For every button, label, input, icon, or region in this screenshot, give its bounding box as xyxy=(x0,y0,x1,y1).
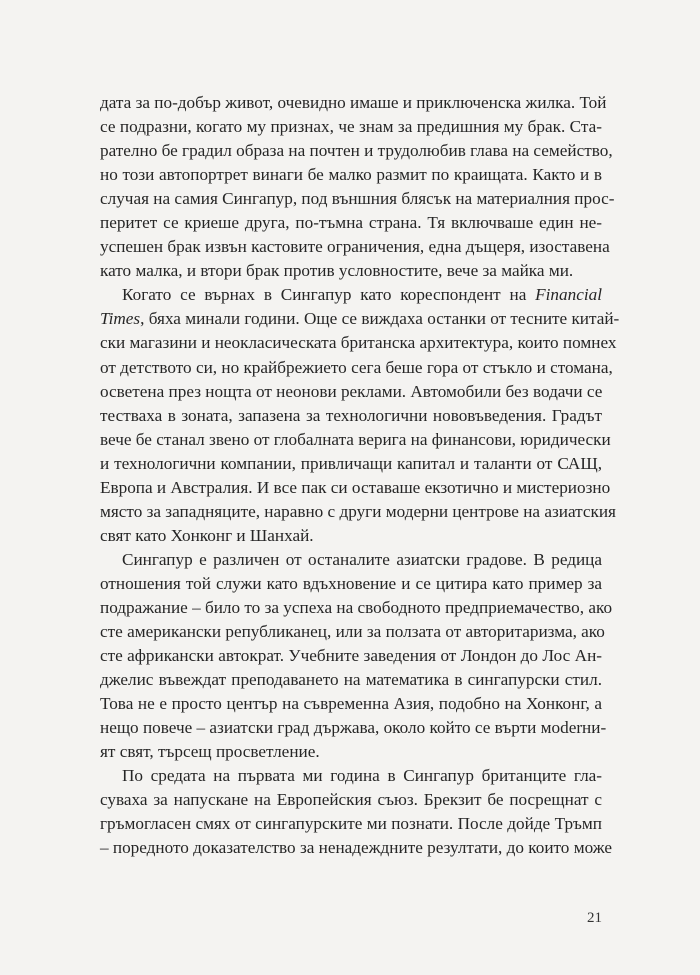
text-line: джелис въвеждат преподаването на математика в сингапурски стил. xyxy=(100,670,602,690)
text-line: суваха за напускане на Европейския съюз. Брекзит бе посрещнат с xyxy=(100,790,602,810)
text-line: и технологични компании, привличащи капитал и таланти от САЩ, xyxy=(100,453,602,473)
text-line: рателно бе градил образа на почтен и трудолюбив глава на семейство, xyxy=(100,141,613,161)
text-line: Сингапур е различен от останалите азиатски градове. В редица xyxy=(122,549,602,569)
paragraph-4 xyxy=(100,764,613,860)
text-line: Това не е просто център на съвременна Азия, подобно на Хонконг, а xyxy=(100,694,602,714)
text-line: сте африкански автократ. Учебните заведения от Лондон до Лос Ан- xyxy=(100,646,602,666)
text-line: осветена през нощта от неонови реклами. Автомобили без водачи се xyxy=(100,381,603,401)
text-line: ят свят, търсещ просветление. xyxy=(100,742,320,762)
paragraph-3 xyxy=(100,548,613,764)
italic-publication-name: Financial xyxy=(535,285,602,305)
text-line: тестваха в зоната, запазена за технологични нововъведения. Градът xyxy=(100,405,602,425)
text-line: но този автопортрет винаги бе малко размит по краищата. Както и в xyxy=(100,165,602,185)
text-line: нещо повече – азиатски град държава, около който се върти моderни- xyxy=(100,718,607,738)
text-line: дата за по-добър живот, очевидно имаше и приключенска жилка. Той xyxy=(100,93,607,112)
text-line-with-italic: Когато се върнах в Сингапур като кореспондент на Financial xyxy=(122,285,602,305)
text-line: успешен брак извън кастовите ограничения, една дъщеря, изоставена xyxy=(100,237,610,257)
text-line: място за западняците, наравно с други модерни центрове на азиатския xyxy=(100,501,616,521)
text-line: гръмогласен смях от сингапурските ми познати. После дойде Тръмп xyxy=(100,814,602,834)
text-line: сте американски републиканец, или за ползата от авторитаризма, ако xyxy=(100,622,605,642)
body-text xyxy=(100,91,620,861)
text-line: се подразни, когато му признах, че знам за предишния му брак. Ста- xyxy=(100,117,602,137)
text-line: отношения той служи като вдъхновение и се цитира като пример за xyxy=(100,573,602,593)
text-line: Европа и Австралия. И все пак си оставаше екзотично и мистериозно xyxy=(100,477,611,497)
text-line: подражание – било то за успеха на свободното предприемачество, ако xyxy=(100,597,613,617)
text-line-with-italic: Times, бяха минали години. Още се виждаха останки от тесните китай- xyxy=(100,309,620,329)
text-line: случая на самия Сингапур, под външния блясък на материалния прос- xyxy=(100,189,615,209)
italic-publication-name: Times xyxy=(100,309,141,329)
text-line: – поредното доказателство за ненадеждните резултати, до които може xyxy=(100,838,613,858)
text-line: ски магазини и неокласическата британска архитектура, които помнех xyxy=(100,333,617,353)
paragraph-2 xyxy=(100,283,620,548)
paragraph-1 xyxy=(100,91,615,283)
text-line: като малка, и втори брак против условностите, вече за майка ми. xyxy=(100,261,574,281)
page-number: 21 xyxy=(587,910,602,926)
text-line: вече бе станал звено от глобалната верига на финансови, юридически xyxy=(100,429,611,449)
text-line: По средата на първата ми година в Сингапур британците гла- xyxy=(122,766,602,786)
text-line: от детството си, но крайбрежието сега беше гора от стъкло и стомана, xyxy=(100,357,613,377)
text-line: перитет се криеше друга, по-тъмна страна. Тя включваше един не- xyxy=(100,213,602,233)
text-line: свят като Хонконг и Шанхай. xyxy=(100,525,314,545)
